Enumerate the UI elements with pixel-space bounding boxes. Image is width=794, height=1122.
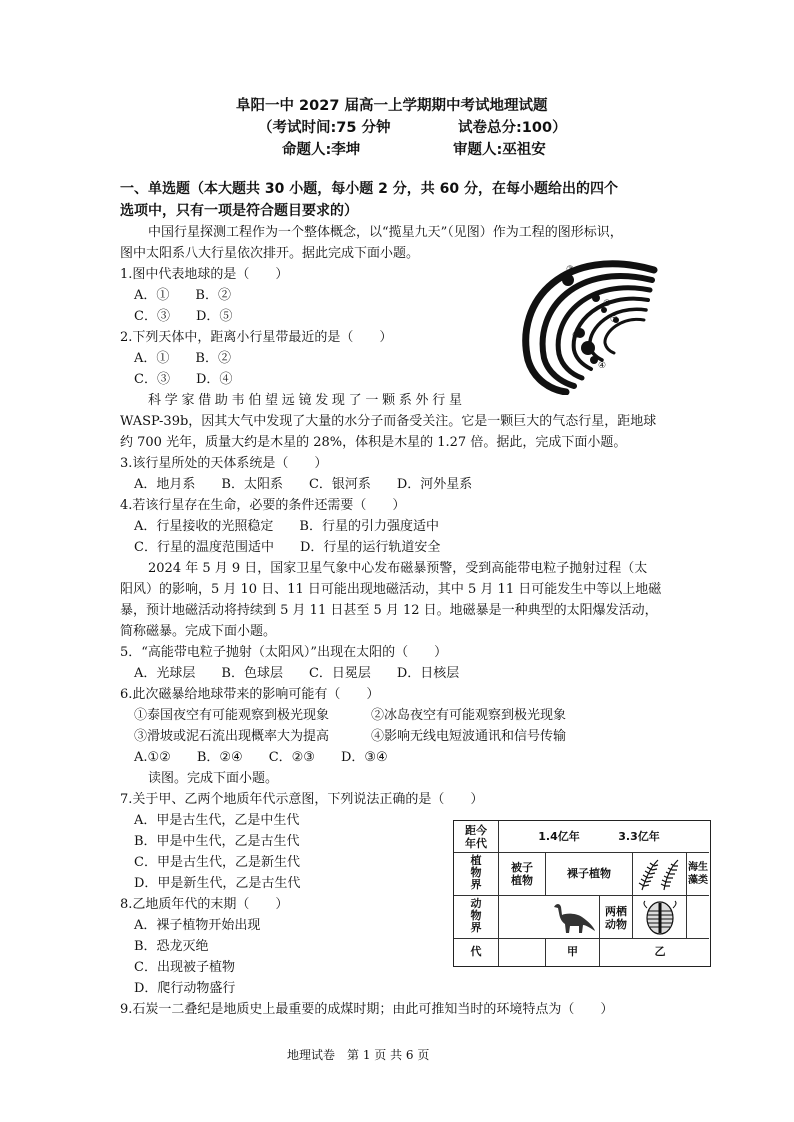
q5-options: A．光球层 B．色球层 C．日冕层 D．日核层 <box>134 666 460 681</box>
passage3-line1: 2024 年 5 月 9 日，国家卫星气象中心发布磁暴预警，受到高能带电粒子抛射过程（太 <box>148 561 648 576</box>
row-header-time: 距今 年代 <box>465 824 487 850</box>
q6-item2: ②冰岛夜空有可能观察到极光现象 <box>371 708 567 723</box>
q7-option-a: A．甲是古生代，乙是中生代 <box>134 813 300 828</box>
passage2-line2: WASP-39b，因其大气中发现了大量的水分子而备受关注。它是一颗巨大的气态行星，距地球 <box>120 414 657 429</box>
q7-option-c: C．甲是古生代，乙是新生代 <box>134 855 300 870</box>
row-header-animal: 动 物 界 <box>470 897 482 934</box>
q2-options-row1: A．① B．② <box>134 351 231 366</box>
reviewer: 审题人:巫祖安 <box>453 142 546 158</box>
section-heading-line1: 一、单选题（本大题共 30 小题，每小题 2 分，共 60 分，在每小题给出的四个 <box>120 181 618 197</box>
q7-stem: 7.关于甲、乙两个地质年代示意图，下列说法正确的是（ ） <box>120 792 484 807</box>
planet-dot <box>581 341 595 355</box>
q8-option-b: B．恐龙灭绝 <box>134 939 209 954</box>
q2-options-row2: C．③ D．④ <box>134 372 233 387</box>
section-heading-line2: 选项中，只有一项是符合题目要求的） <box>120 203 358 219</box>
orbit-label: ④ <box>598 361 607 371</box>
planet-dot <box>592 294 600 302</box>
q6-stem: 6.此次磁暴给地球带来的影响可能有（ ） <box>120 687 380 702</box>
q8-option-c: C．出现被子植物 <box>134 960 235 975</box>
passage1-line1: 中国行星探测工程作为一个整体概念，以“揽星九天”（见图）作为工程的图形标识， <box>148 225 623 240</box>
q4-options-row1: A．行星接收的光照稳定 B．行星的引力强度适中 <box>134 519 439 534</box>
q6-item3: ③滑坡或泥石流出现概率大为提高 <box>134 729 330 744</box>
q2-stem: 2.下列天体中，距离小行星带最近的是（ ） <box>120 330 393 345</box>
q3-options: A．地月系 B．太阳系 C．银河系 D．河外星系 <box>134 477 473 492</box>
dinosaur-icon <box>550 901 596 935</box>
q6-item4: ④影响无线电短波通讯和信号传输 <box>371 729 567 744</box>
page-footer: 地理试卷 第 1 页 共 6 页 <box>287 1048 430 1062</box>
q7-option-b: B．甲是中生代，乙是古生代 <box>134 834 300 849</box>
passage3-line2: 阳风）的影响，5 月 10 日、11 日可能出现地磁活动，其中 5 月 11 日可能发生中等以上地磁 <box>120 582 662 597</box>
geologic-era-table <box>453 820 711 967</box>
plant-gymnosperm: 裸子植物 <box>567 867 611 880</box>
passage3-line4: 简称磁暴。完成下面小题。 <box>120 624 277 639</box>
setter: 命题人:李坤 <box>282 142 361 158</box>
q4-options-row2: C．行星的温度范围适中 D．行星的运行轨道安全 <box>134 540 441 555</box>
q3-stem: 3.该行星所处的天体系统是（ ） <box>120 456 328 471</box>
row-header-era: 代 <box>470 945 482 958</box>
q6-options: A.①② B．②④ C．②③ D．③④ <box>134 750 388 765</box>
q9-stem: 9.石炭一二叠纪是地质史上最重要的成煤时期；由此可推知当时的环境特点为（ ） <box>120 1002 614 1017</box>
q4-stem: 4.若该行星存在生命，必要的条件还需要（ ） <box>120 498 406 513</box>
plant-marine-algae: 海生 藻类 <box>688 862 708 886</box>
q5-stem: 5．“高能带电粒子抛射（太阳风）”出现在太阳的（ ） <box>120 645 448 660</box>
passage4-line1: 读图。完成下面小题。 <box>148 771 279 786</box>
passage2-line3: 约 700 光年，质量大约是木星的 28%，体积是木星的 1.27 倍。据此，完成下面小题。 <box>120 435 627 450</box>
q8-option-d: D．爬行动物盛行 <box>134 981 236 996</box>
plant-angiosperm: 被子 植物 <box>511 861 533 887</box>
time-label-2: 3.3亿年 <box>618 830 660 843</box>
orbit-label: ① <box>610 315 619 325</box>
passage1-line2: 图中太阳系八大行星依次排开。据此完成下面小题。 <box>120 246 420 261</box>
orbit-label: ⑤ <box>603 299 612 309</box>
q8-option-a: A．裸子植物开始出现 <box>134 918 261 933</box>
q8-stem: 8.乙地质年代的末期（ ） <box>120 897 289 912</box>
exam-title: 阜阳一中 2027 届高一上学期期中考试地理试题 <box>236 98 548 114</box>
orbit-label: ② <box>572 331 581 341</box>
q6-item1: ①泰国夜空有可能观察到极光现象 <box>134 708 330 723</box>
planet-dot <box>590 356 598 364</box>
row-header-plant: 植 物 界 <box>470 854 482 891</box>
trilobite-icon <box>640 899 680 937</box>
time-label-1: 1.4亿年 <box>538 830 580 843</box>
passage3-line3: 暴，预计地磁活动将持续到 5 月 11 日甚至 5 月 12 日。地磁暴是一种典型的太阳爆发活动， <box>120 603 658 618</box>
era-yi: 乙 <box>654 945 666 958</box>
exam-time: （考试时间:75 分钟 <box>258 120 391 136</box>
total-score: 试卷总分:100） <box>458 120 567 136</box>
q1-options-row2: C．③ D．⑤ <box>134 309 233 324</box>
passage2-line1: 科学家借助韦伯望远镜发现了一颗系外行星 <box>148 393 462 408</box>
fern-icon <box>636 856 684 892</box>
planet-dot <box>562 274 574 286</box>
q7-option-d: D．甲是新生代，乙是古生代 <box>134 876 301 891</box>
planet-orbits-figure <box>506 240 666 395</box>
animal-amphibian: 两栖 动物 <box>605 905 627 931</box>
era-jia: 甲 <box>567 945 578 958</box>
orbit-label: ③ <box>566 265 575 275</box>
q1-options-row1: A．① B．② <box>134 288 231 303</box>
q1-stem: 1.图中代表地球的是（ ） <box>120 267 289 282</box>
